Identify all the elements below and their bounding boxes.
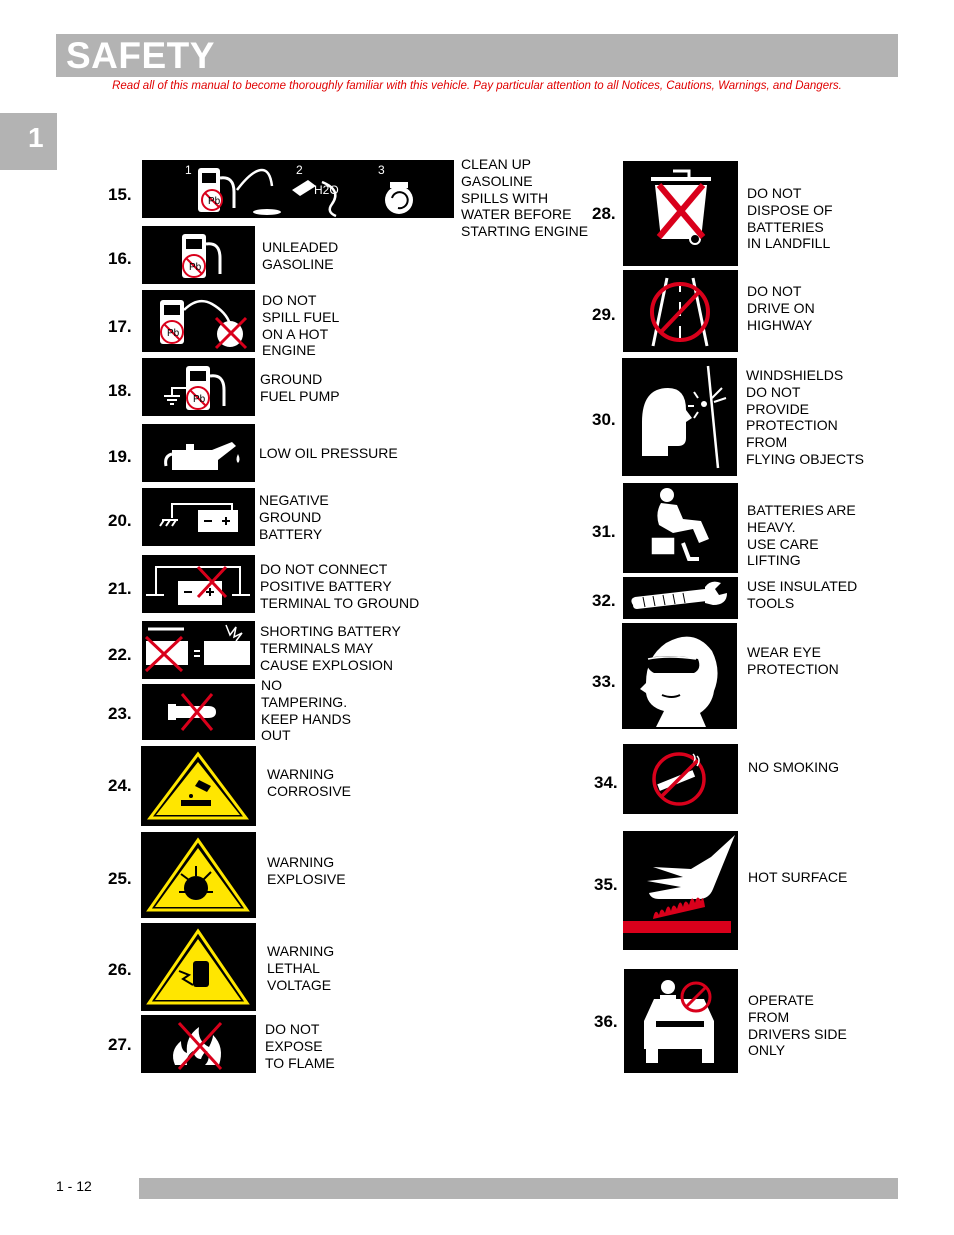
item-number: 22. xyxy=(108,645,132,664)
item-label: SHORTING BATTERY TERMINALS MAY CAUSE EXPLOSION xyxy=(260,623,401,673)
corrosive-warning-icon xyxy=(141,746,256,826)
drivers-side-only-icon xyxy=(624,969,738,1073)
item-label: NO SMOKING xyxy=(748,759,840,775)
explosive-warning-icon xyxy=(141,832,256,918)
svg-text:Pb: Pb xyxy=(167,328,180,339)
item-label: OPERATE FROM DRIVERS SIDE ONLY xyxy=(748,992,847,1059)
unleaded-fuel-pump-icon xyxy=(142,226,255,284)
hot-surface-icon xyxy=(623,831,738,950)
footer-bar xyxy=(139,1178,898,1199)
item-number: 20. xyxy=(108,511,132,530)
lethal-voltage-warning-icon xyxy=(141,923,256,1011)
no-fuel-spill-hot-engine-icon xyxy=(142,290,255,352)
item-number: 15. xyxy=(108,185,132,204)
item-label: USE INSULATED TOOLS xyxy=(747,578,858,611)
chapter-tab xyxy=(0,113,57,170)
item-label: BATTERIES ARE HEAVY. USE CARE LIFTING xyxy=(747,502,856,569)
item-label: WINDSHIELDS DO NOT PROVIDE PROTECTION FROM FLYING OBJECTS xyxy=(746,367,864,467)
no-smoking-icon xyxy=(623,744,738,814)
item-label: HOT SURFACE xyxy=(748,869,848,885)
item-number: 19. xyxy=(108,447,132,466)
no-tampering-hand-icon xyxy=(142,684,255,740)
ground-fuel-pump-icon xyxy=(142,358,255,416)
no-landfill-disposal-icon xyxy=(623,161,738,266)
svg-text:Pb: Pb xyxy=(193,394,206,405)
item-number: 21. xyxy=(108,579,132,598)
windshield-flying-objects-icon xyxy=(622,358,737,476)
item-label: WARNING LETHAL VOLTAGE xyxy=(267,943,335,993)
item-number: 26. xyxy=(108,960,132,979)
section-header xyxy=(56,34,898,77)
item-label: DO NOT EXPOSE TO FLAME xyxy=(265,1021,335,1071)
item-number: 24. xyxy=(108,776,132,795)
item-label: WARNING CORROSIVE xyxy=(267,766,352,799)
item-label: GROUND FUEL PUMP xyxy=(260,371,340,404)
panel-number: 1 xyxy=(185,163,192,177)
item-number: 27. xyxy=(108,1035,132,1054)
item-number: 31. xyxy=(592,522,616,541)
item-label: LOW OIL PRESSURE xyxy=(259,445,398,461)
item-number: 32. xyxy=(592,591,616,610)
item-label: UNLEADED GASOLINE xyxy=(262,239,339,272)
insulated-tool-icon xyxy=(623,577,738,619)
item-number: 29. xyxy=(592,305,616,324)
item-number: 30. xyxy=(592,410,616,429)
panel-number: 2 xyxy=(296,163,303,177)
item-number: 17. xyxy=(108,317,132,336)
no-highway-icon xyxy=(623,270,738,352)
item-label: WEAR EYE PROTECTION xyxy=(747,644,839,677)
item-number: 28. xyxy=(592,204,616,223)
water-label: H2O xyxy=(314,183,339,197)
item-number: 36. xyxy=(594,1012,618,1031)
item-number: 34. xyxy=(594,773,618,792)
negative-ground-battery-icon xyxy=(142,488,255,546)
no-flame-icon xyxy=(141,1015,256,1073)
item-number: 25. xyxy=(108,869,132,888)
heavy-battery-lifting-icon xyxy=(623,483,738,573)
gasoline-spill-cleanup-icon xyxy=(142,160,454,218)
svg-text:Pb: Pb xyxy=(208,196,221,207)
no-positive-ground-icon xyxy=(142,555,255,613)
item-label: DO NOT DISPOSE OF BATTERIES IN LANDFILL xyxy=(747,185,833,252)
panel-number: 3 xyxy=(378,163,385,177)
page-title: SAFETY xyxy=(66,35,215,76)
item-label: NEGATIVE GROUND BATTERY xyxy=(259,492,329,542)
item-number: 35. xyxy=(594,875,618,894)
svg-text:Pb: Pb xyxy=(189,262,202,273)
item-label: DO NOT CONNECT POSITIVE BATTERY TERMINAL TO GROUND xyxy=(260,561,420,611)
chapter-number: 1 xyxy=(28,122,44,153)
item-label: DO NOT DRIVE ON HIGHWAY xyxy=(747,283,815,333)
item-label: NO TAMPERING. KEEP HANDS OUT xyxy=(261,677,351,744)
eye-protection-icon xyxy=(622,623,737,729)
item-number: 16. xyxy=(108,249,132,268)
page-number: 1 - 12 xyxy=(56,1178,92,1194)
item-number: 33. xyxy=(592,672,616,691)
item-label: WARNING EXPLOSIVE xyxy=(267,854,346,887)
battery-short-explosion-icon xyxy=(142,621,255,679)
item-number: 18. xyxy=(108,381,132,400)
item-label: DO NOT SPILL FUEL ON A HOT ENGINE xyxy=(262,292,340,359)
oil-can-icon xyxy=(142,424,255,482)
item-label: CLEAN UP GASOLINE SPILLS WITH WATER BEFORE STARTING ENGINE xyxy=(461,156,589,240)
item-number: 23. xyxy=(108,704,132,723)
page-subtitle: Read all of this manual to become thoroughly familiar with this vehicle. Pay particular attention to all Notices, Cautions, Warnings, and Dangers. xyxy=(112,80,842,92)
